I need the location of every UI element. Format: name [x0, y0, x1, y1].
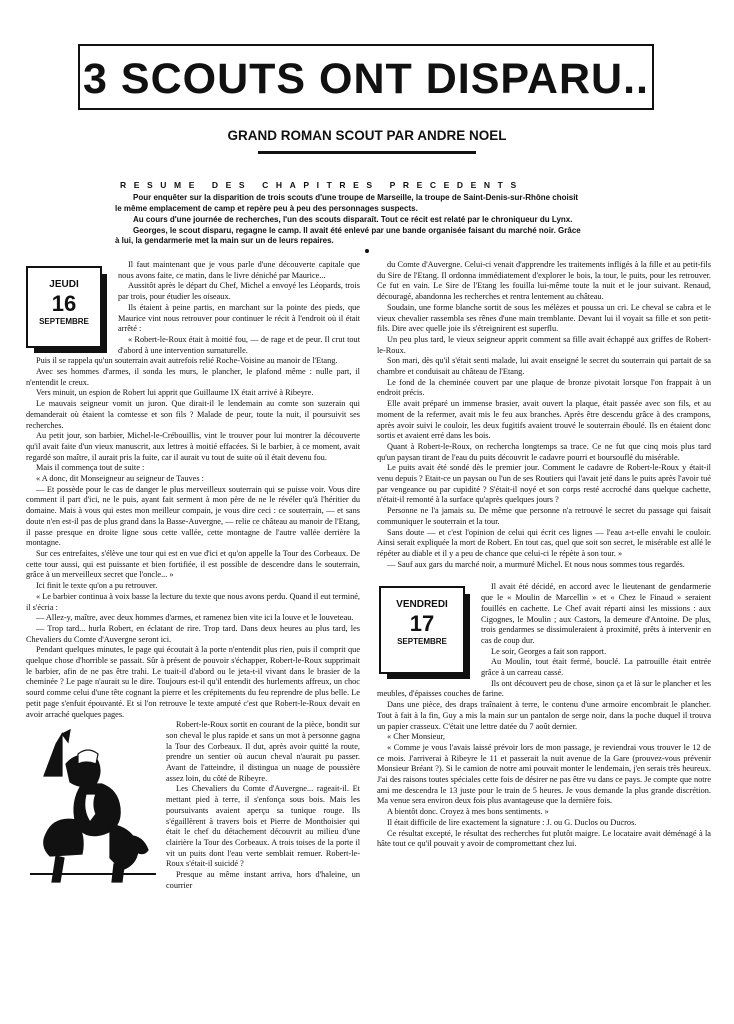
left-column-text	[26, 260, 360, 891]
knight-on-horse-drawing	[26, 724, 158, 884]
article-paragraph: Sur ces entrefaites, s'élève une tour qui est en vue d'ici et qu'on appelle la Tour des Corbeaux. De cette tour aussi, qui est puissante et bien fortifiée, il est possible de descendre dans le souterrain, grâce à un merveilleux secret que l'oncle... »	[26, 548, 360, 580]
title-box	[78, 44, 654, 110]
article-paragraph: Le fond de la cheminée couvert par une plaque de bronze pivotait lorsque l'on frappait à un endroit précis.	[377, 377, 711, 398]
resume-block	[115, 193, 585, 247]
article-paragraph: « Cher Monsieur,	[387, 732, 445, 742]
resume-heading: RESUME DES CHAPITRES PRECEDENTS	[120, 180, 524, 190]
subtitle: GRAND ROMAN SCOUT PAR ANDRE NOEL	[227, 128, 507, 143]
date-number: 17	[409, 611, 435, 637]
article-paragraph: Personne ne l'a jamais su. De même que personne n'a retrouvé le secret du passage qui faisait communiquer le souterrain et la tour.	[377, 506, 711, 526]
date-box	[379, 586, 465, 674]
resume-paragraph: Pour enquêter sur la disparition de trois scouts d'une troupe de Marseille, la troupe de Saint-Denis-sur-Rhône choisit le même emplacement de camp et repère peu à peu des personnages suspects.	[115, 193, 579, 213]
article-paragraph: Aussitôt après le départ du Chef, Michel a envoyé les Léopards, trois par trois, pour étudier les oiseaux.	[118, 281, 360, 302]
illustration-stroke	[62, 730, 70, 742]
article-paragraph: Robert-le-Roux sortit en courant de la pièce, bondit sur son cheval le plus rapide et sans un mot à personne gagna la Tour des Corbeaux. Il dut, après avoir quitté la route, prendre un sentier où aucun cheval n'aurait pu passer. Avant de l'atteindre, il distingua un nuage de poussière assez loin, du côté de Ribeyre.	[166, 720, 360, 783]
date-box-17-wrap	[377, 582, 471, 680]
illustration-stroke	[78, 750, 98, 764]
separator-dot	[365, 249, 369, 253]
article-paragraph: Il avait été décidé, en accord avec le lieutenant de gendarmerie que le « Moulin de Marcellin » et « Chez le Finaud » seraient fouillés en cachette. Le Chef avait réparti ainsi les missions : aux Cigognes, le Moulin ; aux Castors, la demeure d'Antoine. De plus, trois gendarmes se dissimuleraient à proximité, prêts à intervenir en cas de coup dur.	[481, 582, 711, 645]
right-column	[377, 260, 711, 850]
article-paragraph: Pendant quelques minutes, le page qui écoutait à la porte n'entendit plus rien, puis il comprit que quelque chose d'horrible se passait. Sûr à présent de pouvoir s'échapper, Robert-le-Roux supprimait le barbier, afin de ne pas être trahi. Le tuait-il d'abord ou le jeta-t-il vivant dans le brasier de la cheminée ? Le page n'aurait su le dire. Toujours est-il qu'il entendit des hurlements affreux, un choc sourd comme celui d'une tête cognant la pierre et les crépitements du feu reprendre de plus belle. Le petit page s'enfuit épouvanté. Et si l'on retrouve le texte amputé c'est que Robert-le-Roux devait en avoir arraché quelques pages.	[26, 645, 360, 719]
article-paragraph: Ils ont découvert peu de chose, sinon ça et là sur le plancher et les meubles, d'épaisses couches de farine.	[377, 678, 711, 699]
article-paragraph: Dans une pièce, des draps traînaient à terre, le contenu d'une armoire encombrait le plancher. Tout à fait à la fin, Guy a mis la main sur un pantalon de serge noir, dans la poche duquel il trouva un papier crasseux. C'était une lettre datée du 7 août dernier.	[377, 700, 711, 731]
article-paragraph: Soudain, une forme blanche sortit de sous les mélèzes et poussa un cri. Le cheval se cabra et le vieux chevalier rassembla ses rênes d'une main tremblante. Devant lui il voyait sa fille et son petit-fils. Dire avec quelle joie ils s'étreignirent est superflu.	[377, 302, 711, 334]
article-paragraph: — Sauf aux gars du marché noir, a murmuré Michel. Et nous nous sommes tous regardés.	[387, 559, 685, 569]
article-paragraph: « Le barbier continua à voix basse la lecture du texte que nous avons perdu. Quand il eut terminé, il s'écria :	[26, 591, 360, 612]
article-paragraph: « Comme je vous l'avais laissé prévoir lors de mon passage, je reviendrai vous trouver le 12 de ce mois. J'arriverai à Ribeyre le 11 et passerait la nuit avenue de la Gare (prouvez-vous prévenir Monsieur Bréant ?). Si le camion de notre ami pouvait monter le lendemain, j'en serais très heureux. J'ai des raisons toutes spéciales cette fois de désirer ne pas être vu dans ce pays. Je compte que notre ami me descendra le 13 juste pour le train de 5 heures. Je vous demande la plus grande discrétion. Ma venue sera environ deux fois plus avantageuse que la dernière fois.	[377, 742, 711, 806]
article-paragraph: Presque au même instant arriva, hors d'haleine, un courrier	[166, 870, 360, 890]
article-paragraph: Les Chevaliers du Comte d'Auvergne... rageait-il. Et mettant pied à terre, il s'enfonça sous bois. Mais les poursuivants avaient aperçu sa tunique rouge. Ils s'égaillèrent à travers bois et Pierre de Monthoisier qui était le chef du détachement découvrit au milieu d'une clairière la Tour des Corbeaux. A trois toises de la porte il vit un puits dont l'eau verte semblait remuer. Robert-le-Roux s'était-il suicidé ?	[166, 784, 360, 869]
right-column-text-a	[377, 260, 711, 570]
article-paragraph: — Trop tard... hurla Robert, en éclatant de rire. Trop tard. Dans deux heures au plus tard, les Chevaliers du Comte d'Auvergne seront ici.	[26, 623, 360, 644]
article-paragraph: — Allez-y, maître, avec deux hommes d'armes, et ramenez bien vite ici la louve et le louveteau.	[36, 613, 354, 623]
article-paragraph: A bientôt donc. Croyez à mes bons sentiments. »	[387, 807, 549, 817]
article-paragraph: Le soir, Georges a fait son rapport.	[491, 646, 607, 656]
date-day: VENDREDI	[396, 599, 448, 611]
article-paragraph: Puis il se rappela qu'un souterrain avait autrefois relié Roche-Voisine au manoir de l'Etang.	[36, 356, 338, 366]
resume-paragraph: Georges, le scout disparu, regagne le camp. Il avait été enlevé par une bande organisée faisant du marché noir. Grâce à lui, la gendarmerie met la main sur un de leurs repaires.	[115, 225, 581, 246]
article-paragraph: — Et possède pour le cas de danger le plus merveilleux souterrain qui se puisse voir. Vous dire comment il part d'ici, ne le puis, ayant fait serment à mon père de ne le révéler qu'à l'héritier du domaine. Mais à vous qui estes mon meilleur compain, je vous dire ceci : ce souterrain, — et sans doute n'en est-il pas de plus grand dans la Basse-Auvergne, — relie ce château au manoir de l'Etang, il passe presque en droite ligne sous cette vallée, cette montagne de l'autre vallée derrière la montagne.	[26, 484, 360, 548]
article-paragraph: Ils étaient à peine partis, en marchant sur la pointe des pieds, que Maurice vint nous retrouver pour continuer le récit à l'endroit où il était arrêté :	[118, 302, 360, 334]
date-month: SEPTEMBRE	[39, 316, 89, 326]
date-month: SEPTEMBRE	[397, 637, 447, 647]
article-paragraph: Un peu plus tard, le vieux seigneur apprit comment sa fille avait échappé aux griffes de Robert-le-Roux.	[377, 334, 711, 355]
article-paragraph: Ici finit le texte qu'on a pu retrouver.	[36, 581, 158, 591]
illustration-stroke	[44, 734, 62, 776]
article-paragraph: Mais il commença tout de suite :	[36, 463, 145, 473]
illustration-stroke	[44, 820, 83, 857]
article-paragraph: du Comte d'Auvergne. Celui-ci venait d'apprendre les traitements infligés à la fille et au petit-fils du Sire de l'Etang. Il ordonna immédiatement d'explorer le bois, la tour, le puits, pour les retrouver. Ce fut en vain. Le Sire de l'Etang les fouilla lui-même toute la nuit et le jour suivant. Renaud, découragé, abandonna les recherches et rentra lentement au château.	[377, 260, 711, 302]
article-paragraph: Elle avait préparé un immense brasier, avait ouvert la plaque, était passée avec son fils, et au moment de la refermer, avait mis le feu aux branches. Après être descendu grâce à des crampons, après avoir suivi le couloir, les deux fugitifs avaient trouvé le souterrain éboulé. Ils en étaient donc sortis et avaient erré dans les bois.	[377, 399, 711, 441]
knight-on-horse-illustration	[26, 724, 158, 884]
article-paragraph: Sans doute — et c'est l'opinion de celui qui écrit ces lignes — l'eau a-t-elle envahi le couloir. Ainsi serait expliquée la mort de Robert. En tout cas, quel que soit son secret, le misérable est allé le répéter au diable et il y a peu de chance que celui-ci le répète à son tour. »	[377, 527, 711, 558]
left-column	[26, 260, 360, 891]
article-paragraph: Au Moulin, tout était fermé, bouclé. La patrouille était entrée grâce à un carreau cassé.	[481, 657, 711, 678]
illustration-stroke	[52, 856, 64, 882]
resume-paragraph: Au cours d'une journée de recherches, l'un des scouts disparaît. Tout ce récit est relaté par le chroniqueur du Lynx.	[133, 214, 573, 224]
date-day: JEUDI	[49, 279, 79, 290]
article-paragraph: Vers minuit, un espion de Robert lui apprit que Guillaume IX était arrivé à Ribeyre.	[36, 388, 314, 398]
article-paragraph: Il faut maintenant que je vous parle d'une découverte capitale que nous avons faite, ce matin, dans le livre déniché par Maurice...	[118, 260, 360, 280]
article-paragraph: Au petit jour, son barbier, Michel-le-Crébouillis, vint le trouver pour lui montrer la découverte qu'il avait faite d'un vieux manuscrit, aux lettres à moitié effacées. Si le barbier, à ce moment, avait regardé son maître, il aurait pris la fuite, car il aurait vu tout de suite où il était devenu fou.	[26, 431, 360, 462]
article-paragraph: Son mari, dès qu'il s'était senti malade, lui avait enseigné le secret du souterrain qui partait de sa chambre et conduisait au château de l'Etang.	[377, 356, 711, 377]
article-paragraph: Le mauvais seigneur vomit un juron. Que dirait-il le lendemain au comte son suzerain qui demanderait où étaient la comtesse et son fils ? Malade de peur, toute la nuit, il poursuivit ses recherches.	[26, 399, 360, 430]
date-box	[26, 266, 102, 348]
article-paragraph: Ce résultat excepté, le résultat des recherches fut plutôt maigre. Le locataire avait déménagé à la hâte tout ce qu'il pouvait y avoir de compromettant chez lui.	[377, 828, 711, 849]
article-paragraph: Quant à Robert-le-Roux, on rechercha longtemps sa trace. Ce ne fut que cinq mois plus tard qu'un paysan tirant de l'eau du puits découvrit le cadavre pourri et boursouflé du misérable.	[377, 441, 711, 462]
date-box-16-wrap	[26, 262, 108, 348]
article-paragraph: « Robert-le-Roux était à moitié fou, — de rage et de peur. Il crut tout d'abord à une intervention surnaturelle.	[118, 334, 360, 355]
article-paragraph: Il était difficile de lire exactement la signature : J. ou G. Duclos ou Ducros.	[387, 817, 637, 827]
page-title: 3 SCOUTS ONT DISPARU..	[83, 55, 649, 103]
article-paragraph: « A donc, dit Monseigneur au seigneur de Tauves :	[36, 474, 204, 484]
date-number: 16	[51, 290, 77, 316]
article-paragraph: Avec ses hommes d'armes, il sonda les murs, le plancher, le plafond même : nulle part, il n'entendit le creux.	[26, 367, 360, 387]
subtitle-rule	[258, 151, 476, 154]
article-paragraph: Le puits avait été sondé dès le premier jour. Comment le cadavre de Robert-le-Roux y était-il venu depuis ? Etait-ce un paysan ou l'un de ses Routiers qui l'avait jeté dans le puits après l'avoir tué par vengeance ou par cupidité ? S'était-il noyé et son corps resté accroché dans quelque cachette, n'était-il remonté à la surface qu'après quelques jours ?	[377, 463, 711, 505]
